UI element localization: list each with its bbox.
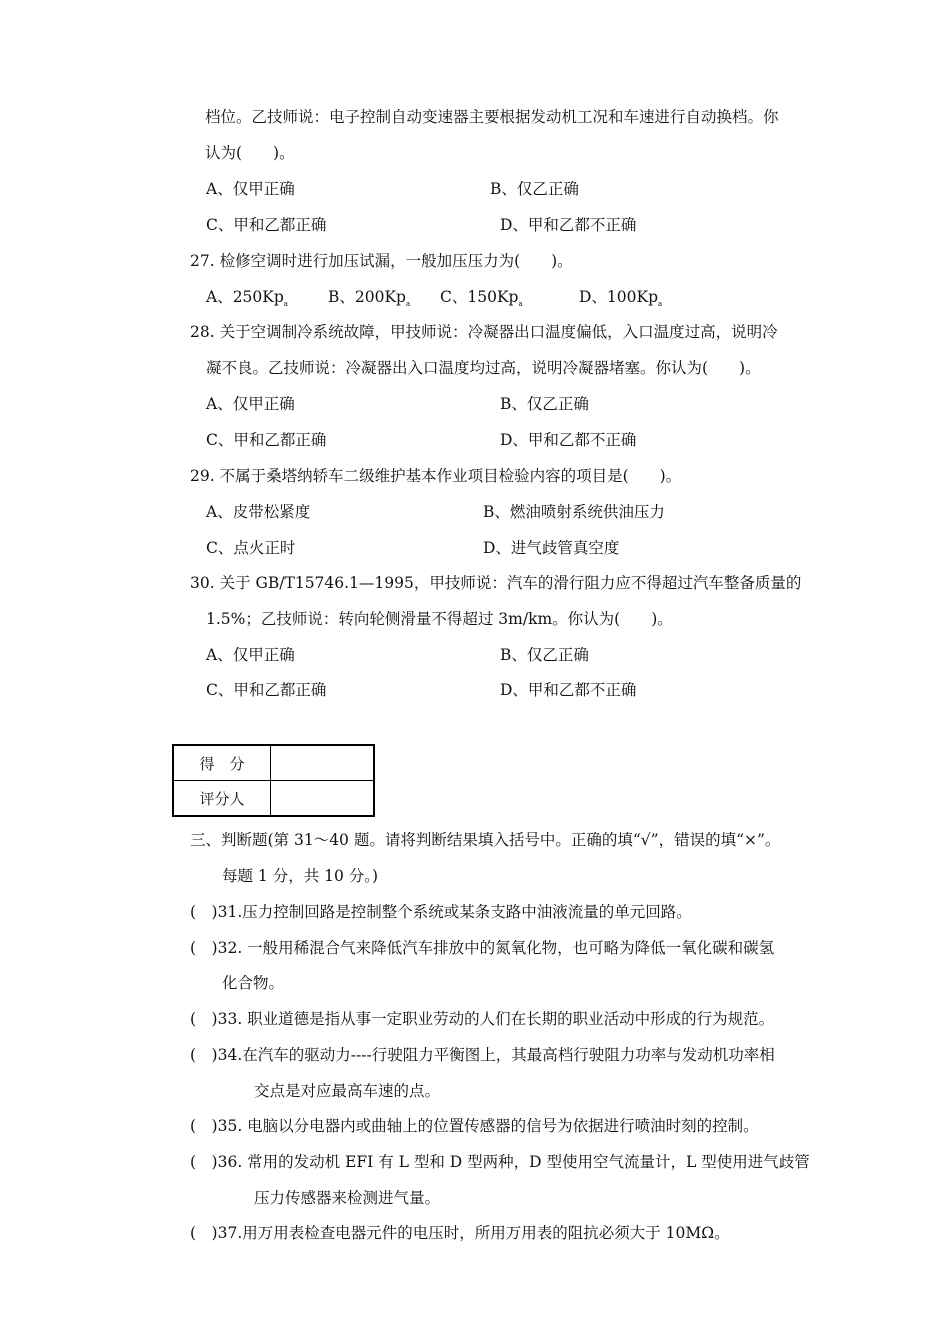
- q27-option-d: D、$100Kp_a$: [579, 288, 663, 308]
- judge-q36-line2: 压力传感器来检测进气量。: [254, 1189, 441, 1207]
- q27-stem: 27. 检修空调时进行加压试漏，一般加压压力为( )。: [190, 252, 573, 270]
- q28-stem-line1: 28. 关于空调制冷系统故障，甲技师说：冷凝器出口温度偏低，入口温度过高，说明冷: [190, 323, 778, 341]
- q26-option-a: A、仅甲正确: [206, 180, 295, 198]
- q30-stem-line2: 1.5%；乙技师说：转向轮侧滑量不得超过 3m/km。你认为( )。: [206, 610, 673, 628]
- grader-value-cell[interactable]: [271, 781, 375, 817]
- q26-option-b: B、仅乙正确: [490, 180, 579, 198]
- q26-option-d: D、甲和乙都不正确: [500, 216, 637, 234]
- section3-heading-line2: 每题 1 分，共 10 分。): [222, 867, 379, 885]
- q29-stem: 29. 不属于桑塔纳轿车二级维护基本作业项目检验内容的项目是( )。: [190, 467, 682, 485]
- judge-q35: ( )35. 电脑以分电器内或曲轴上的位置传感器的信号为依据进行喷油时刻的控制。: [190, 1117, 759, 1135]
- q29-option-b: B、燃油喷射系统供油压力: [483, 503, 665, 521]
- q28-stem-line2: 凝不良。乙技师说：冷凝器出入口温度均过高，说明冷凝器堵塞。你认为( )。: [206, 359, 761, 377]
- q28-option-a: A、仅甲正确: [206, 395, 295, 413]
- q30-option-d: D、甲和乙都不正确: [500, 681, 637, 699]
- q28-option-b: B、仅乙正确: [500, 395, 589, 413]
- judge-q37: ( )37.用万用表检查电器元件的电压时，所用万用表的阻抗必须大于 10MΩ。: [190, 1224, 730, 1242]
- score-value-cell[interactable]: [271, 745, 375, 781]
- q28-option-c: C、甲和乙都正确: [206, 431, 327, 449]
- q29-option-c: C、点火正时: [206, 539, 296, 557]
- q26-stem-line2: 认为( )。: [205, 144, 295, 162]
- judge-q34-line1: ( )34.在汽车的驱动力----行驶阻力平衡图上，其最高档行驶阻力功率与发动机功率相: [190, 1046, 775, 1064]
- judge-q34-line2: 交点是对应最高车速的点。: [254, 1082, 441, 1100]
- judge-q31: ( )31.压力控制回路是控制整个系统或某条支路中油液流量的单元回路。: [190, 903, 692, 921]
- judge-q33: ( )33. 职业道德是指从事一定职业劳动的人们在长期的职业活动中形成的行为规范。: [190, 1010, 775, 1028]
- q27-option-a: A、$250Kp_a$: [206, 288, 288, 308]
- section3-heading-line1: 三、判断题(第 31～40 题。请将判断结果填入括号中。正确的填“√”，错误的填“×”。: [190, 831, 781, 849]
- q26-stem-line1: 档位。乙技师说：电子控制自动变速器主要根据发动机工况和车速进行自动换档。你: [205, 108, 779, 126]
- judge-q32-line2: 化合物。: [222, 974, 285, 992]
- q29-option-d: D、进气歧管真空度: [483, 539, 620, 557]
- q30-option-b: B、仅乙正确: [500, 646, 589, 664]
- q29-option-a: A、皮带松紧度: [206, 503, 311, 521]
- score-label: 得 分: [173, 745, 271, 781]
- q30-option-c: C、甲和乙都正确: [206, 681, 327, 699]
- q30-stem-line1: 30. 关于 GB/T15746.1—1995，甲技师说：汽车的滑行阻力应不得超过汽车整备质量的: [190, 574, 802, 592]
- q28-option-d: D、甲和乙都不正确: [500, 431, 637, 449]
- q30-option-a: A、仅甲正确: [206, 646, 295, 664]
- q27-option-b: B、$200Kp_a$: [328, 288, 411, 308]
- score-box: [172, 744, 375, 817]
- judge-q36-line1: ( )36. 常用的发动机 EFI 有 L 型和 D 型两种，D 型使用空气流量计，L 型使用进气歧管: [190, 1153, 810, 1171]
- q27-option-c: C、$150Kp_a$: [440, 288, 523, 308]
- judge-q32-line1: ( )32. 一般用稀混合气来降低汽车排放中的氮氧化物，也可略为降低一氧化碳和碳氢: [190, 939, 775, 957]
- grader-label: 评分人: [173, 781, 271, 817]
- q26-option-c: C、甲和乙都正确: [206, 216, 327, 234]
